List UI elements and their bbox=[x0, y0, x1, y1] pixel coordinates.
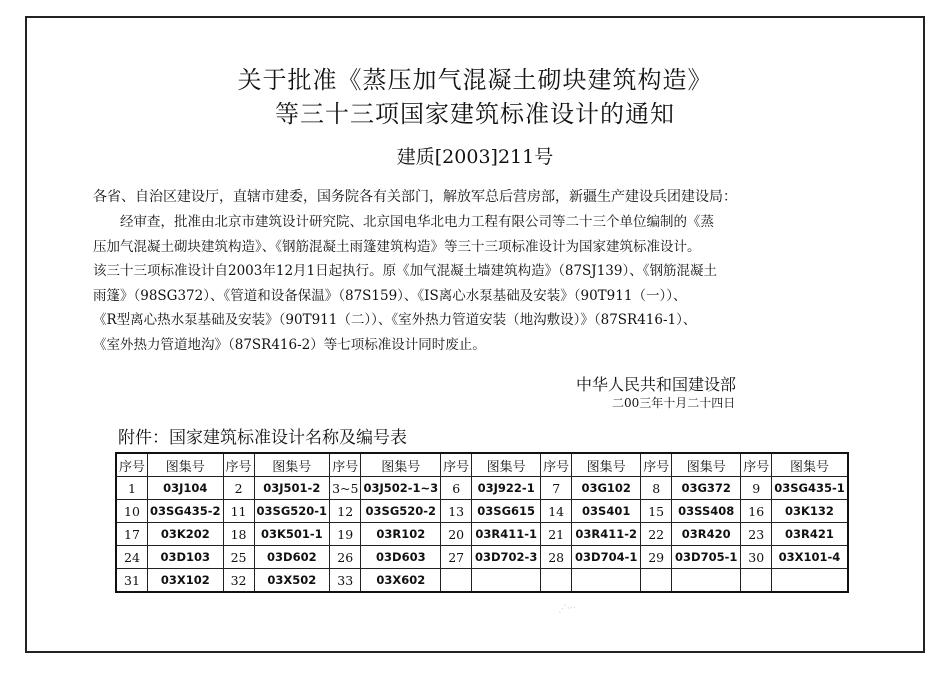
table-row bbox=[116, 500, 848, 523]
table-header-row bbox=[116, 453, 848, 477]
atlas-code-cell: 03X502 bbox=[254, 569, 330, 593]
notice-title-line-2: 等三十三项国家建筑标准设计的通知 bbox=[275, 100, 675, 128]
atlas-code-cell bbox=[572, 569, 641, 593]
serial-no-cell: 25 bbox=[223, 546, 254, 569]
serial-no-cell: 22 bbox=[641, 523, 672, 546]
header-atlas-code: 图集号 bbox=[572, 453, 641, 477]
atlas-code-cell: 03R420 bbox=[672, 523, 741, 546]
atlas-code-cell: 03X102 bbox=[148, 569, 224, 593]
document-number: 建质[2003]211号 bbox=[396, 146, 554, 168]
atlas-code-cell: 03S401 bbox=[572, 500, 641, 523]
notice-title-line-1: 关于批准《蒸压加气混凝土砌块建筑构造》 bbox=[237, 66, 713, 94]
header-atlas-code: 图集号 bbox=[254, 453, 330, 477]
serial-no-cell: 7 bbox=[541, 477, 572, 500]
header-atlas-code: 图集号 bbox=[361, 453, 441, 477]
serial-no-cell: 31 bbox=[116, 569, 148, 593]
atlas-code-cell bbox=[672, 569, 741, 593]
atlas-code-cell: 03X602 bbox=[361, 569, 441, 593]
serial-no-cell: 26 bbox=[330, 546, 361, 569]
serial-no-cell: 12 bbox=[330, 500, 361, 523]
serial-no-cell: 11 bbox=[223, 500, 254, 523]
serial-no-cell bbox=[741, 569, 772, 593]
issuing-authority: 中华人民共和国建设部 bbox=[576, 375, 737, 394]
table-row bbox=[116, 546, 848, 569]
addressee-line: 各省、自治区建设厅，直辖市建委，国务院各有关部门，解放军总后营房部，新疆生产建设兵团建设局： bbox=[93, 189, 737, 205]
atlas-code-cell: 03D602 bbox=[254, 546, 330, 569]
atlas-code-cell: 03R421 bbox=[772, 523, 848, 546]
serial-no-cell: 29 bbox=[641, 546, 672, 569]
atlas-code-cell: 03J501-2 bbox=[254, 477, 330, 500]
serial-no-cell: 3~5 bbox=[330, 477, 361, 500]
attachment-title: 附件：国家建筑标准设计名称及编号表 bbox=[118, 428, 407, 448]
atlas-code-cell: 03K501-1 bbox=[254, 523, 330, 546]
serial-no-cell: 27 bbox=[441, 546, 472, 569]
serial-no-cell bbox=[541, 569, 572, 593]
serial-no-cell: 17 bbox=[116, 523, 148, 546]
header-serial-no: 序号 bbox=[641, 453, 672, 477]
header-atlas-code: 图集号 bbox=[472, 453, 541, 477]
body-line: 《R型离心热水泵基础及安装》（90T911（二））、《室外热力管道安装（地沟敷设）》（87SR416-1）、 bbox=[93, 312, 697, 328]
serial-no-cell: 16 bbox=[741, 500, 772, 523]
atlas-code-cell: 03D705-1 bbox=[672, 546, 741, 569]
header-serial-no: 序号 bbox=[741, 453, 772, 477]
atlas-code-cell bbox=[472, 569, 541, 593]
body-line: 雨篷》（98SG372）、《管道和设备保温》（87S159）、《IS离心水泵基础及安装》（90T911（一））、 bbox=[93, 287, 687, 304]
atlas-code-cell: 03G372 bbox=[672, 477, 741, 500]
atlas-code-cell: 03SS408 bbox=[672, 500, 741, 523]
body-line: 压加气混凝土砌块建筑构造》、《钢筋混凝土雨篷建筑构造》等三十三项标准设计为国家建筑标准设计。 bbox=[93, 238, 701, 255]
atlas-code-cell: 03J104 bbox=[148, 477, 224, 500]
issue-date: 二00三年十月二十四日 bbox=[612, 396, 736, 410]
serial-no-cell: 23 bbox=[741, 523, 772, 546]
serial-no-cell: 2 bbox=[223, 477, 254, 500]
serial-no-cell: 28 bbox=[541, 546, 572, 569]
serial-no-cell: 14 bbox=[541, 500, 572, 523]
header-atlas-code: 图集号 bbox=[772, 453, 848, 477]
table-row bbox=[116, 477, 848, 500]
atlas-code-cell: 03SG615 bbox=[472, 500, 541, 523]
atlas-code-cell: 03K132 bbox=[772, 500, 848, 523]
serial-no-cell: 13 bbox=[441, 500, 472, 523]
atlas-code-cell: 03K202 bbox=[148, 523, 224, 546]
table-row bbox=[116, 523, 848, 546]
serial-no-cell bbox=[441, 569, 472, 593]
atlas-code-cell: 03J922-1 bbox=[472, 477, 541, 500]
serial-no-cell: 24 bbox=[116, 546, 148, 569]
serial-no-cell: 6 bbox=[441, 477, 472, 500]
serial-no-cell: 1 bbox=[116, 477, 148, 500]
serial-no-cell: 20 bbox=[441, 523, 472, 546]
serial-no-cell: 10 bbox=[116, 500, 148, 523]
serial-no-cell bbox=[641, 569, 672, 593]
header-atlas-code: 图集号 bbox=[148, 453, 224, 477]
serial-no-cell: 30 bbox=[741, 546, 772, 569]
serial-no-cell: 9 bbox=[741, 477, 772, 500]
atlas-code-cell: 03SG520-1 bbox=[254, 500, 330, 523]
header-serial-no: 序号 bbox=[541, 453, 572, 477]
atlas-code-cell: 03R411-1 bbox=[472, 523, 541, 546]
atlas-code-cell: 03SG435-2 bbox=[148, 500, 224, 523]
serial-no-cell: 32 bbox=[223, 569, 254, 593]
atlas-code-cell: 03J502-1~3 bbox=[361, 477, 441, 500]
atlas-code-cell: 03D704-1 bbox=[572, 546, 641, 569]
serial-no-cell: 21 bbox=[541, 523, 572, 546]
atlas-code-cell: 03D702-3 bbox=[472, 546, 541, 569]
serial-no-cell: 8 bbox=[641, 477, 672, 500]
body-line: 《室外热力管道地沟》（87SR416-2）等七项标准设计同时废止。 bbox=[93, 336, 486, 353]
serial-no-cell: 19 bbox=[330, 523, 361, 546]
faint-watermark-mark: ⋰⋯ bbox=[557, 602, 577, 616]
atlas-code-cell: 03X101-4 bbox=[772, 546, 848, 569]
header-serial-no: 序号 bbox=[223, 453, 254, 477]
body-line: 该三十三项标准设计自2003年12月1日起执行。原《加气混凝土墙建筑构造》（87SJ139）、《钢筋混凝土 bbox=[93, 263, 717, 279]
serial-no-cell: 15 bbox=[641, 500, 672, 523]
header-serial-no: 序号 bbox=[116, 453, 148, 477]
serial-no-cell: 33 bbox=[330, 569, 361, 593]
table-row bbox=[116, 569, 848, 593]
atlas-code-cell bbox=[772, 569, 848, 593]
atlas-code-cell: 03SG435-1 bbox=[772, 477, 848, 500]
atlas-code-cell: 03G102 bbox=[572, 477, 641, 500]
atlas-code-cell: 03SG520-2 bbox=[361, 500, 441, 523]
atlas-code-cell: 03R102 bbox=[361, 523, 441, 546]
serial-no-cell: 18 bbox=[223, 523, 254, 546]
atlas-code-cell: 03D103 bbox=[148, 546, 224, 569]
header-serial-no: 序号 bbox=[441, 453, 472, 477]
body-line: 经审查，批准由北京市建筑设计研究院、北京国电华北电力工程有限公司等二十三个单位编制的《蒸 bbox=[93, 214, 714, 230]
header-serial-no: 序号 bbox=[330, 453, 361, 477]
header-atlas-code: 图集号 bbox=[672, 453, 741, 477]
notice-body bbox=[93, 210, 893, 357]
atlas-code-cell: 03D603 bbox=[361, 546, 441, 569]
atlas-code-cell: 03R411-2 bbox=[572, 523, 641, 546]
standards-catalog-table bbox=[115, 452, 849, 593]
